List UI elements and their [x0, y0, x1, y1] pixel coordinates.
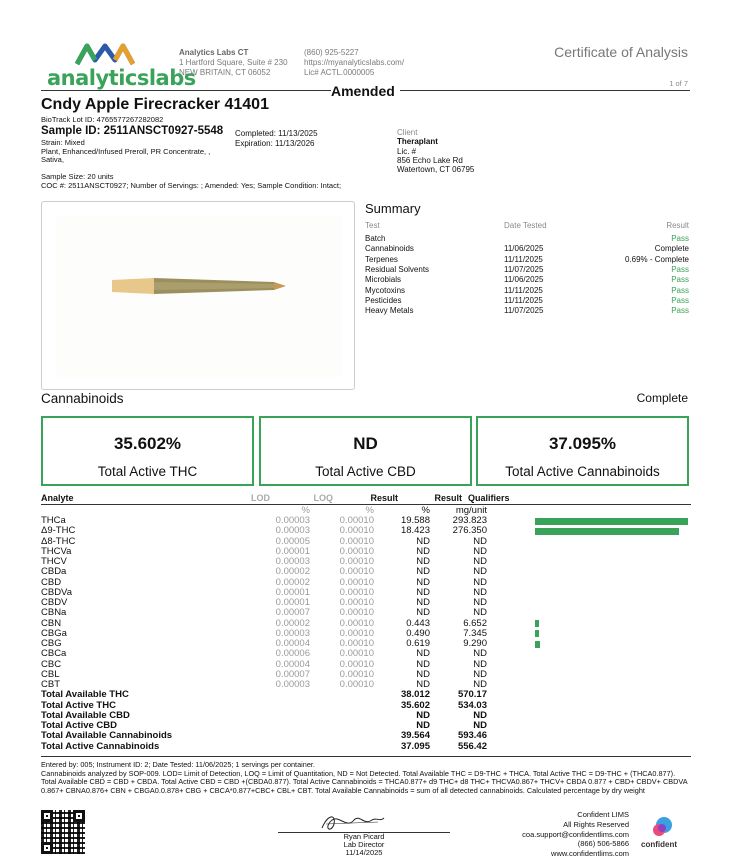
- analyte-name: CBT: [41, 679, 60, 690]
- analyte-result-pct: ND: [416, 556, 430, 567]
- analyte-loq: 0.00010: [339, 607, 374, 619]
- analyte-loq: 0.00010: [339, 525, 374, 537]
- analyte-name: CBNa: [41, 607, 67, 619]
- strain: Strain: Mixed: [41, 138, 85, 147]
- summary-test: Pesticides: [365, 295, 402, 305]
- analyte-row: [41, 567, 691, 577]
- summary-date: 11/06/2025: [504, 244, 544, 254]
- col-result-mg: Result: [434, 493, 462, 503]
- analyte-result-mg: ND: [473, 576, 487, 588]
- lab-address-1: 1 Hartford Square, Suite # 230: [179, 58, 288, 67]
- lot-id: BioTrack Lot ID: 4765577267282082: [41, 115, 164, 124]
- analyte-lod: 0.00001: [275, 545, 310, 557]
- preroll-image: [42, 202, 356, 391]
- analyte-result-pct: 0.619: [406, 638, 430, 649]
- client-label: Client: [397, 128, 418, 137]
- analyte-loq: 0.00010: [339, 597, 374, 608]
- analyte-name: CBDV: [41, 597, 68, 608]
- total-name: Total Available THC: [41, 689, 129, 701]
- analyte-name: CBDa: [41, 566, 67, 578]
- total-result-mg: 570.17: [457, 689, 487, 701]
- summary-result: Pass: [671, 285, 689, 295]
- col-qualifiers: Qualifiers: [468, 493, 510, 503]
- total-active-cannabinoids-box: [476, 416, 689, 486]
- analyte-lod: 0.00002: [275, 617, 310, 629]
- summary-header-test: Test: [365, 221, 380, 230]
- sample-id: Sample ID: 2511ANSCT0927-5548: [41, 125, 224, 137]
- table-bottom-rule: [41, 756, 691, 757]
- total-result-pct: 38.012: [400, 689, 430, 701]
- analyte-loq: 0.00010: [339, 586, 374, 598]
- client-name: Theraplant: [397, 137, 438, 147]
- page-number: 1 of 7: [669, 79, 688, 88]
- analyte-row: [41, 649, 691, 659]
- lab-name: Analytics Labs CT: [179, 48, 249, 57]
- total-name: Total Active CBD: [41, 720, 118, 731]
- header-rule-left: [41, 90, 331, 91]
- analyte-lod: 0.00003: [275, 679, 310, 690]
- analyte-name: Δ8-THC: [41, 535, 76, 547]
- analyte-lod: 0.00004: [275, 658, 310, 670]
- unit-loq: %: [365, 505, 374, 516]
- analyte-name: THCV: [41, 556, 67, 567]
- unit-result: %: [421, 505, 430, 516]
- analyte-name: THCVa: [41, 545, 72, 557]
- total-active-thc-label: Total Active THC: [97, 464, 198, 479]
- cannabinoids-status: Complete: [636, 391, 688, 405]
- summary-test: Mycotoxins: [365, 285, 406, 295]
- analyte-result-mg: ND: [473, 535, 487, 547]
- analyte-result-pct: ND: [416, 679, 430, 690]
- analyte-row: [41, 619, 691, 629]
- analyte-result-mg: ND: [473, 658, 487, 670]
- total-result-pct: ND: [416, 720, 430, 731]
- analyte-loq: 0.00010: [339, 617, 374, 629]
- client-license: Lic. #: [397, 146, 417, 156]
- summary-date: 11/11/2025: [504, 254, 543, 264]
- lims-email[interactable]: coa.support@confidentlims.com: [522, 829, 629, 839]
- summary-result: Pass: [671, 275, 689, 285]
- analyte-result-pct: ND: [416, 535, 430, 547]
- total-row: [41, 731, 691, 741]
- logo-mark-icon: [75, 42, 135, 66]
- product-photo: [41, 201, 355, 390]
- analyte-loq: 0.00010: [339, 658, 374, 670]
- total-result-mg: ND: [473, 709, 487, 721]
- total-name: Total Active Cannabinoids: [41, 740, 160, 752]
- total-active-cannabinoids-label: Total Active Cannabinoids: [505, 464, 660, 479]
- analyte-lod: 0.00003: [275, 515, 310, 526]
- total-name: Total Available Cannabinoids: [41, 730, 173, 742]
- summary-header-result: Result: [666, 221, 689, 230]
- client-address-1: 856 Echo Lake Rd: [397, 155, 463, 165]
- analyte-result-pct: ND: [416, 545, 430, 557]
- lab-address-2: NEW BRITAIN, CT 06052: [179, 68, 271, 77]
- analyte-result-pct: 19.588: [400, 515, 430, 526]
- total-result-mg: 534.03: [457, 699, 487, 711]
- analyte-lod: 0.00003: [275, 525, 310, 537]
- qr-finder-tl: [41, 810, 53, 822]
- summary-test: Residual Solvents: [365, 264, 430, 274]
- product-type-2: Sativa,: [41, 155, 64, 164]
- analyte-lod: 0.00001: [275, 597, 310, 608]
- lab-phone: (860) 925-5227: [304, 48, 359, 57]
- analyte-loq: 0.00010: [339, 679, 374, 690]
- analyte-bar: [535, 630, 539, 637]
- total-name: Total Active THC: [41, 699, 116, 711]
- analyte-name: CBL: [41, 668, 60, 680]
- lims-name: Confident LIMS: [577, 810, 629, 819]
- analyte-loq: 0.00010: [339, 566, 374, 578]
- analyte-result-pct: ND: [416, 658, 430, 670]
- confident-logo: [641, 816, 691, 856]
- summary-date: 11/07/2025: [504, 306, 544, 316]
- document-title: Certificate of Analysis: [554, 44, 688, 60]
- unit-mg: mg/unit: [455, 505, 487, 516]
- total-row: [41, 742, 691, 752]
- analyte-result-pct: 18.423: [400, 525, 430, 537]
- analyte-lod: 0.00007: [275, 607, 310, 619]
- analyte-loq: 0.00010: [339, 515, 374, 526]
- client-address-2: Watertown, CT 06795: [397, 165, 475, 175]
- total-row: [41, 701, 691, 711]
- summary-result: Pass: [671, 295, 689, 305]
- total-active-cbd-label: Total Active CBD: [315, 464, 416, 479]
- analyte-result-mg: ND: [473, 566, 487, 578]
- total-active-thc-box: [41, 416, 254, 486]
- analyte-name: CBC: [41, 658, 62, 670]
- analyte-result-mg: ND: [473, 556, 487, 567]
- analyte-loq: 0.00010: [339, 535, 374, 547]
- summary-title: Summary: [365, 201, 421, 216]
- footnote-entered-by: Entered by: 005; Instrument ID: 2; Date Tested: 11/06/2025; 1 servings per container.: [41, 760, 315, 769]
- analyte-loq: 0.00010: [339, 556, 374, 567]
- analyte-lod: 0.00004: [275, 638, 310, 649]
- lab-logo: [47, 42, 196, 92]
- lims-rights: All Rights Reserved: [563, 819, 629, 829]
- confident-logo-text: confident: [641, 840, 677, 849]
- summary-result: 0.69% - Complete: [624, 254, 689, 264]
- analyte-loq: 0.00010: [339, 627, 374, 639]
- lab-license: Lic# ACTL.0000005: [304, 68, 375, 77]
- analyte-row: [41, 660, 691, 670]
- summary-row: [365, 286, 689, 296]
- analyte-loq: 0.00010: [339, 576, 374, 588]
- analyte-result-mg: 9.290: [463, 638, 487, 649]
- analyte-row: [41, 537, 691, 547]
- expiration-date: Expiration: 11/13/2026: [235, 138, 315, 148]
- summary-row: [365, 244, 689, 254]
- analyte-name: CBG: [41, 638, 62, 649]
- col-analyte: Analyte: [41, 493, 74, 503]
- unit-lod: %: [301, 505, 310, 516]
- logo-text: analyticslabs: [47, 66, 196, 90]
- total-name: Total Available CBD: [41, 709, 130, 721]
- col-loq: LOQ: [313, 493, 333, 503]
- analyte-name: CBGa: [41, 627, 67, 639]
- footnote-method: Cannabinoids analyzed by SOP-009. LOD= Limit of Detection, LOQ = Limit of Quantitation, ND = Not Detected. Total Available THC = D9-THC + THCA. Total Active THC = D9-THC + (THCA0.877). Total Available CBD = CBD + CBDA. Total Active CBD = CBD +(CBDA0.877). Total Active Cannabinoids = THCA0.877+ d9 THC+ d8 THC+ THCVA0.867+ THCV+ CBDA 0.877 + CBD+ CBDV+ CBDVA 0.867+ CBNA0.876+ CBN + CBGA0.0.878+ CBG + CBCA*0.877+CBC+ CBL+ CBT. Total Available Cannabinoids = sum of all detected cannabinoids. Calculated percentage by dry weight: [41, 768, 688, 795]
- summary-result: Complete: [654, 244, 689, 254]
- summary-row: [365, 255, 689, 265]
- total-active-cannabinoids-value: 37.095%: [548, 434, 617, 453]
- analyte-result-pct: ND: [416, 648, 430, 660]
- analyte-loq: 0.00010: [339, 648, 374, 660]
- summary-row: [365, 234, 689, 244]
- analyte-loq: 0.00010: [339, 668, 374, 680]
- analyte-name: THCa: [41, 515, 66, 526]
- lab-website[interactable]: https://myanalyticslabs.com/: [304, 58, 405, 67]
- analyte-result-pct: 0.443: [406, 617, 430, 629]
- analyte-result-mg: 7.345: [463, 627, 487, 639]
- analyte-result-pct: ND: [416, 668, 430, 680]
- summary-row: [365, 296, 689, 306]
- analyte-name: CBCa: [41, 648, 67, 660]
- analyte-bar: [535, 518, 688, 525]
- summary-result: Pass: [671, 234, 689, 243]
- sample-size: Sample Size: 20 units: [41, 172, 114, 181]
- summary-row: [365, 265, 689, 275]
- summary-row: [365, 275, 689, 285]
- total-result-mg: 593.46: [457, 730, 487, 742]
- summary-row: [365, 306, 689, 316]
- summary-test: Cannabinoids: [365, 244, 414, 254]
- total-active-cbd-value: ND: [353, 434, 378, 453]
- col-lod: LOD: [251, 493, 270, 503]
- summary-date: 11/11/2025: [504, 285, 543, 295]
- coc-info: COC #: 2511ANSCT0927; Number of Servings: ; Amended: Yes; Sample Condition: Intact;: [41, 180, 342, 190]
- summary-test: Microbials: [365, 275, 402, 285]
- analyte-name: CBDVa: [41, 586, 72, 598]
- product-name: Cndy Apple Firecracker 41401: [41, 96, 269, 113]
- analyte-bar: [535, 528, 679, 535]
- amended-label: Amended: [331, 83, 395, 99]
- summary-result: Pass: [671, 306, 689, 316]
- total-active-cbd-box: [259, 416, 472, 486]
- total-result-pct: 39.564: [400, 730, 430, 742]
- total-active-thc-value: 35.602%: [113, 434, 182, 453]
- qr-finder-tr: [73, 810, 85, 822]
- confident-logo-icon: [650, 816, 676, 838]
- cannabinoids-title: Cannabinoids: [41, 391, 124, 406]
- total-result-pct: 37.095: [400, 740, 430, 752]
- analyte-result-mg: 6.652: [463, 617, 487, 629]
- summary-panel: [365, 201, 689, 321]
- analyte-name: Δ9-THC: [41, 525, 76, 537]
- analyte-result-mg: ND: [473, 607, 487, 619]
- header-rule-right: [400, 90, 690, 91]
- analyte-row: [41, 578, 691, 588]
- analyte-result-mg: ND: [473, 648, 487, 660]
- summary-test: Terpenes: [365, 254, 398, 264]
- analyte-lod: 0.00003: [275, 627, 310, 639]
- summary-header: [365, 221, 689, 231]
- analyte-result-mg: 276.350: [452, 525, 487, 537]
- col-result-pct: Result: [370, 493, 398, 503]
- analyte-result-mg: ND: [473, 597, 487, 608]
- total-row: [41, 711, 691, 721]
- qr-code[interactable]: [41, 810, 85, 854]
- analyte-loq: 0.00010: [339, 638, 374, 649]
- summary-header-date: Date Tested: [504, 221, 547, 230]
- analyte-row: [41, 680, 691, 690]
- analyte-result-pct: ND: [416, 607, 430, 619]
- analyte-loq: 0.00010: [339, 545, 374, 557]
- analyte-bar: [535, 641, 540, 648]
- summary-test: Batch: [365, 234, 386, 243]
- analyte-lod: 0.00006: [275, 648, 310, 660]
- summary-date: 11/06/2025: [504, 275, 544, 285]
- analyte-lod: 0.00002: [275, 576, 310, 588]
- analyte-result-pct: 0.490: [406, 627, 430, 639]
- summary-date: 11/11/2025: [504, 295, 543, 305]
- analyte-result-mg: ND: [473, 586, 487, 598]
- total-row: [41, 690, 691, 700]
- analyte-result-mg: 293.823: [452, 515, 487, 526]
- analyte-lod: 0.00001: [275, 586, 310, 598]
- analyte-result-pct: ND: [416, 566, 430, 578]
- completed-date: Completed: 11/13/2025: [235, 129, 318, 138]
- analyte-lod: 0.00002: [275, 566, 310, 578]
- total-result-mg: 556.42: [457, 740, 487, 752]
- total-result-pct: ND: [416, 709, 430, 721]
- analyte-result-mg: ND: [473, 668, 487, 680]
- analyte-result-mg: ND: [473, 679, 487, 690]
- signature-image: [318, 810, 388, 834]
- analyte-result-pct: ND: [416, 576, 430, 588]
- total-result-pct: 35.602: [400, 699, 430, 711]
- analyte-name: CBD: [41, 576, 62, 588]
- lims-website[interactable]: www.confidentlims.com: [551, 849, 629, 859]
- analyte-lod: 0.00003: [275, 556, 310, 567]
- summary-result: Pass: [671, 264, 689, 274]
- analyte-result-pct: ND: [416, 586, 430, 598]
- summary-date: 11/07/2025: [504, 264, 544, 274]
- analyte-lod: 0.00005: [275, 535, 310, 547]
- total-result-mg: ND: [473, 720, 487, 731]
- signer-name: Ryan Picard: [343, 832, 385, 841]
- analyte-result-pct: ND: [416, 597, 430, 608]
- analyte-result-mg: ND: [473, 545, 487, 557]
- analyte-bar: [535, 620, 539, 627]
- product-type: Plant, Enhanced/Infused Preroll, PR Concentrate, ,: [41, 146, 211, 156]
- qr-finder-bl: [41, 842, 53, 854]
- summary-test: Heavy Metals: [365, 306, 414, 316]
- lims-phone: (866) 506-5866: [577, 839, 629, 849]
- signer-title: Lab Director: [343, 840, 385, 849]
- analyte-row: [41, 608, 691, 618]
- analyte-lod: 0.00007: [275, 668, 310, 680]
- signature-date: 11/14/2025: [345, 848, 383, 857]
- analyte-name: CBN: [41, 617, 62, 629]
